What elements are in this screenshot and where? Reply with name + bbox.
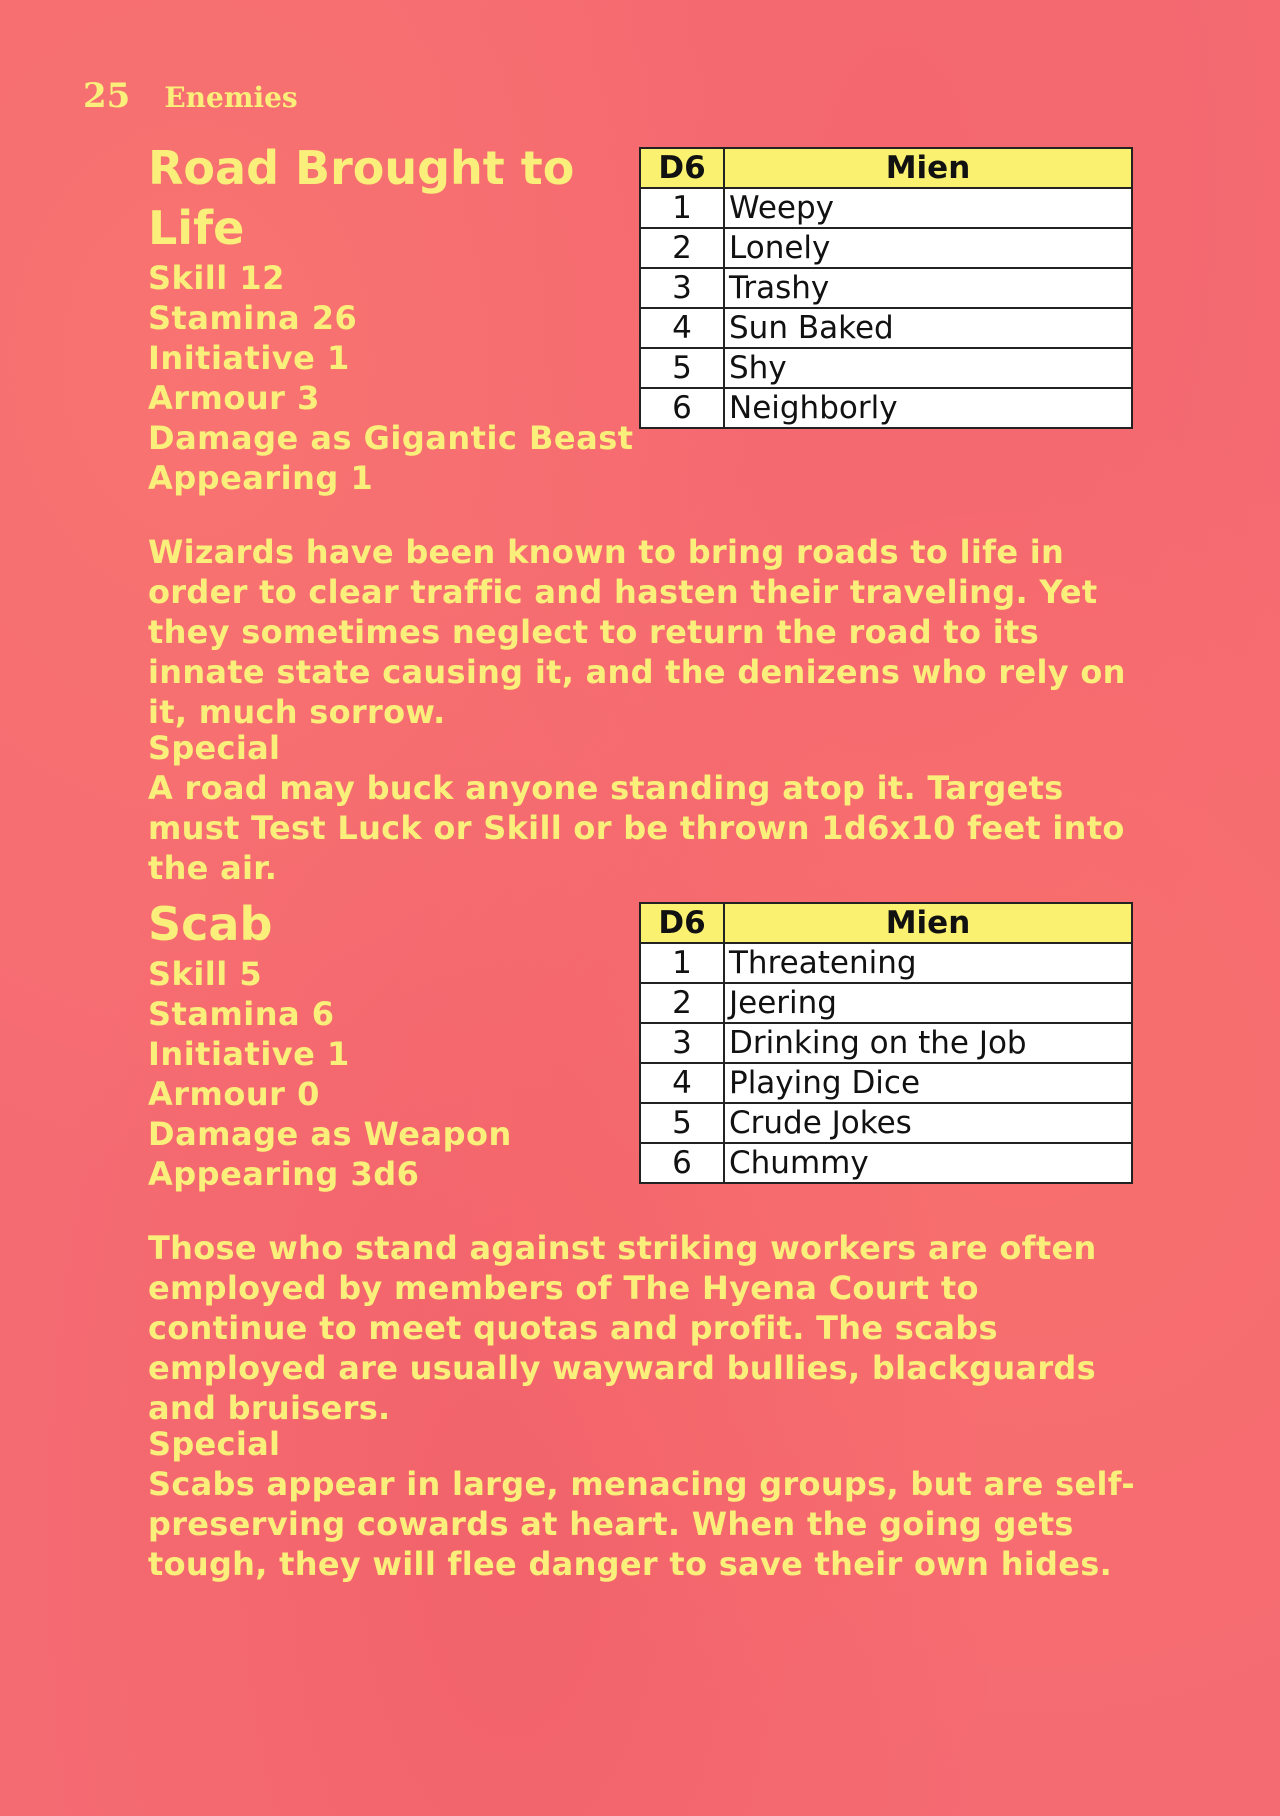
table-row <box>640 1063 1132 1103</box>
table-row <box>640 348 1132 388</box>
column-header-d6: D6 <box>640 148 724 188</box>
scab-mien-table <box>639 902 1133 1184</box>
roll-cell: 6 <box>640 388 724 428</box>
road-stat-armour: Armour 3 <box>148 379 320 417</box>
scab-stat-initiative: Initiative 1 <box>148 1035 350 1073</box>
scab-title: Scab <box>148 897 273 951</box>
road-stat-damage: Damage as Gigantic Beast <box>148 419 634 457</box>
mien-cell: Playing Dice <box>724 1063 1132 1103</box>
table-row <box>640 228 1132 268</box>
road-special-text: A road may buck anyone standing atop it. Targets must Test Luck or Skill or be thrown 1d6x10 feet into the air. <box>148 769 1125 887</box>
scab-stat-damage: Damage as Weapon <box>148 1115 512 1153</box>
table-row <box>640 1143 1132 1183</box>
mien-cell: Weepy <box>724 188 1132 228</box>
road-stat-initiative: Initiative 1 <box>148 339 350 377</box>
roll-cell: 3 <box>640 268 724 308</box>
scab-description: Those who stand against striking workers are often employed by members of The Hyena Court to continue to meet quotas and profit. The scabs employed are usually wayward bullies, blackguards and bruisers. <box>148 1229 1097 1427</box>
mien-cell: Shy <box>724 348 1132 388</box>
mien-cell: Neighborly <box>724 388 1132 428</box>
mien-cell: Jeering <box>724 983 1132 1023</box>
scab-stat-stamina: Stamina 6 <box>148 995 335 1033</box>
scab-stat-appearing: Appearing 3d6 <box>148 1155 420 1193</box>
table-row <box>640 943 1132 983</box>
roll-cell: 3 <box>640 1023 724 1063</box>
roll-cell: 2 <box>640 228 724 268</box>
roll-cell: 2 <box>640 983 724 1023</box>
table-row <box>640 268 1132 308</box>
road-special-heading: Special <box>148 729 281 767</box>
page-header <box>83 76 298 116</box>
table-row <box>640 188 1132 228</box>
road-stat-skill: Skill 12 <box>148 259 285 297</box>
mien-cell: Crude Jokes <box>724 1103 1132 1143</box>
scab-stat-skill: Skill 5 <box>148 955 263 993</box>
table-row <box>640 983 1132 1023</box>
roll-cell: 5 <box>640 1103 724 1143</box>
table-row <box>640 388 1132 428</box>
roll-cell: 4 <box>640 308 724 348</box>
column-header-mien: Mien <box>724 903 1132 943</box>
road-stat-stamina: Stamina 26 <box>148 299 358 337</box>
road-mien-table <box>639 147 1133 429</box>
roll-cell: 6 <box>640 1143 724 1183</box>
scab-stat-armour: Armour 0 <box>148 1075 320 1113</box>
road-stat-appearing: Appearing 1 <box>148 459 374 497</box>
table-header-row <box>640 148 1132 188</box>
column-header-d6: D6 <box>640 903 724 943</box>
table-header-row <box>640 903 1132 943</box>
scab-special <box>148 1424 1148 1584</box>
roll-cell: 5 <box>640 348 724 388</box>
roll-cell: 1 <box>640 188 724 228</box>
road-title: Road Brought to Life <box>148 141 575 255</box>
mien-cell: Trashy <box>724 268 1132 308</box>
road-special <box>148 728 1148 888</box>
column-header-mien: Mien <box>724 148 1132 188</box>
table-row <box>640 1023 1132 1063</box>
road-description: Wizards have been known to bring roads to life in order to clear traffic and hasten their traveling. Yet they sometimes neglect to return the road to its innate state causing it, and the denizens who rely on it, much sorrow. <box>148 533 1126 731</box>
mien-cell: Drinking on the Job <box>724 1023 1132 1063</box>
scab-special-heading: Special <box>148 1425 281 1463</box>
mien-cell: Threatening <box>724 943 1132 983</box>
page-number: 25 <box>83 76 131 116</box>
mien-cell: Sun Baked <box>724 308 1132 348</box>
scab-special-text: Scabs appear in large, menacing groups, but are self-preserving cowards at heart. When the going gets tough, they will flee danger to save their own hides. <box>148 1465 1135 1583</box>
table-row <box>640 1103 1132 1143</box>
roll-cell: 1 <box>640 943 724 983</box>
roll-cell: 4 <box>640 1063 724 1103</box>
table-row <box>640 308 1132 348</box>
running-title: Enemies <box>164 81 298 114</box>
mien-cell: Chummy <box>724 1143 1132 1183</box>
mien-cell: Lonely <box>724 228 1132 268</box>
